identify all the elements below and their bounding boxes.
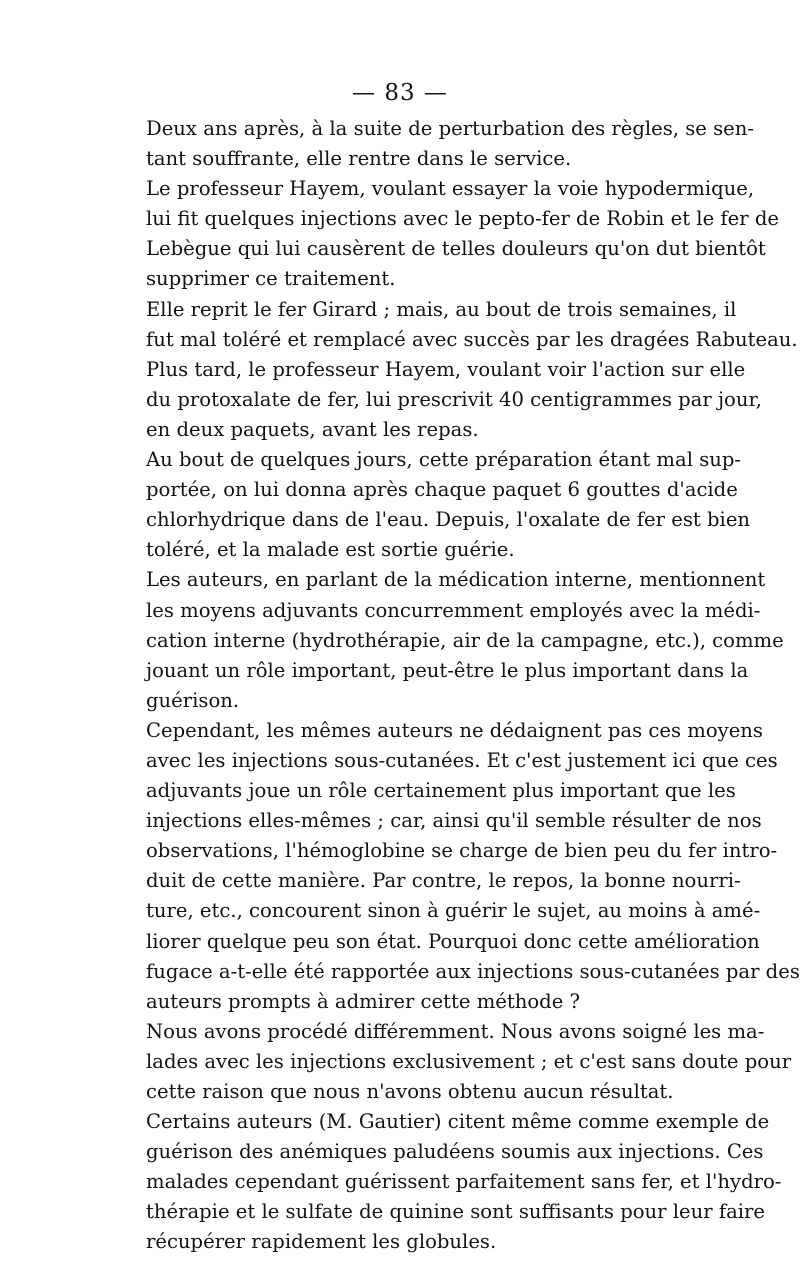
page-number: — 83 — [352,80,448,106]
text-line: supprimer ce traitement. [146,267,396,291]
paragraph [122,114,755,174]
body-text [122,114,800,1258]
text-line: fugace a-t-elle été rapportée aux injections sous-cutanées par des [146,959,800,983]
text-line: cette raison que nous n'avons obtenu aucun résultat. [146,1080,674,1103]
text-line: tant souffrante, elle rentre dans le service. [146,147,572,171]
text-line: observations, l'hémoglobine se charge de bien peu du fer intro- [146,839,778,863]
text-line: fut mal toléré et remplacé avec succès par les dragées Rabuteau. [146,327,798,351]
paragraph [122,445,751,565]
text-line: lui fit quelques injections avec le pepto-fer de Robin et le fer de [146,207,779,231]
text-line: thérapie et le sulfate de quinine sont suffisants pour leur faire [146,1200,765,1224]
text-line: chlorhydrique dans de l'eau. Depuis, l'oxalate de fer est bien [146,508,751,532]
text-line: cation interne (hydrothérapie, air de la campagne, etc.), comme [146,628,784,652]
paragraph [122,565,784,715]
paragraph [122,1017,792,1107]
text-line: Lebègue qui lui causèrent de telles douleurs qu'on dut bientôt [146,237,766,261]
paragraph [122,174,779,294]
text-line: injections elles-mêmes ; car, ainsi qu'il semble résulter de nos [146,809,762,833]
text-line: Au bout de quelques jours, cette préparation étant mal sup- [146,448,742,472]
text-line: malades cependant guérissent parfaitement sans fer, et l'hydro- [146,1170,782,1194]
text-line: Plus tard, le professeur Hayem, voulant voir l'action sur elle [146,357,746,381]
text-line: toléré, et la malade est sortie guérie. [146,538,515,562]
text-line: guérison. [146,688,240,712]
text-line: adjuvants joue un rôle certainement plus important que les [146,779,736,803]
text-line: portée, on lui donna après chaque paquet 6 gouttes d'acide [146,478,738,502]
paragraph [122,716,800,1017]
text-line: lades avec les injections exclusivement ; et c'est sans doute pour [146,1049,792,1073]
text-line: Les auteurs, en parlant de la médication interne, mentionnent [146,568,766,592]
text-line: jouant un rôle important, peut-être le plus important dans la [146,658,749,682]
text-line: Cependant, les mêmes auteurs ne dédaignent pas ces moyens [146,718,763,742]
text-line: Nous avons procédé différemment. Nous avons soigné les ma- [146,1019,765,1043]
text-line: Elle reprit le fer Girard ; mais, au bout de trois semaines, il [146,297,737,321]
text-line: duit de cette manière. Par contre, le repos, la bonne nourri- [146,869,741,893]
text-line: Certains auteurs (M. Gautier) citent même comme exemple de [146,1110,770,1134]
text-line: Le professeur Hayem, voulant essayer la voie hypodermique, [146,177,755,201]
text-line: en deux paquets, avant les repas. [146,417,479,441]
text-line: guérison des anémiques paludéens soumis aux injections. Ces [146,1140,764,1164]
text-line: liorer quelque peu son état. Pourquoi donc cette amélioration [146,929,760,953]
text-line: Deux ans après, à la suite de perturbation des règles, se sen- [146,117,755,140]
text-line: les moyens adjuvants concurremment employés avec la médi- [146,598,761,622]
text-line: avec les injections sous-cutanées. Et c'est justement ici que ces [146,748,778,772]
paragraph [122,355,762,445]
text-line: du protoxalate de fer, lui prescrivit 40 centigrammes par jour, [146,387,762,411]
text-line: ture, etc., concourent sinon à guérir le sujet, au moins à amé- [146,899,761,923]
text-line: récupérer rapidement les globules. [146,1230,497,1254]
paragraph [122,295,798,355]
paragraph [122,1107,782,1257]
text-line: auteurs prompts à admirer cette méthode ? [146,989,581,1013]
